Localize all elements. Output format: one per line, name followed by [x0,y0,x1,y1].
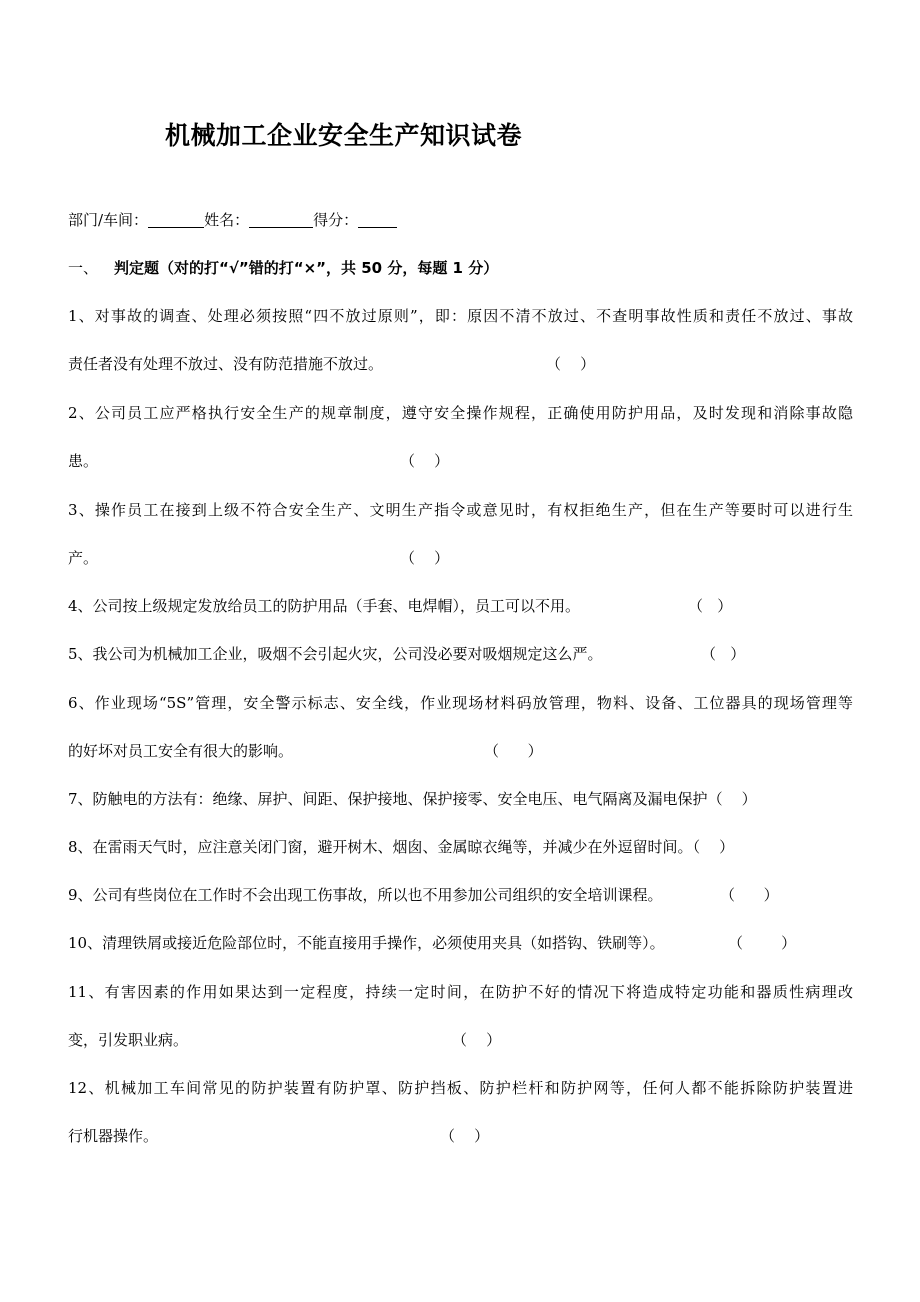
section-heading [68,254,498,282]
answer-parentheses[interactable]: （ ） [400,549,450,567]
question-12 [68,1074,853,1150]
score-label: 得分： [313,211,359,229]
answer-parentheses[interactable]: （ ） [701,645,746,663]
score-blank[interactable] [358,211,397,228]
question-text: 11、有害因素的作用如果达到一定程度，持续一定时间，在防护不好的情况下将造成特定功能和器质性病理改 [68,983,853,1001]
question-6 [68,689,853,765]
question-8 [68,833,853,861]
section-number: 一、 [68,259,99,277]
question-text-continued: 的好坏对员工安全有很大的影响。 （ ） [68,737,853,765]
answer-parentheses[interactable]: （ ） [440,1127,490,1145]
question-text-continued: 行机器操作。 （ ） [68,1122,853,1150]
question-text: 4、公司按上级规定发放给员工的防护用品（手套、电焊帽），员工可以不用。 （ ） [68,592,853,620]
answer-parentheses[interactable]: （ ） [546,355,596,373]
answer-parentheses[interactable]: （ ） [688,597,733,615]
question-text: 7、防触电的方法有：绝缘、屏护、间距、保护接地、保护接零、安全电压、电气隔离及漏电保护（ ） [68,790,757,808]
question-text: 3、操作员工在接到上级不符合安全生产、文明生产指令或意见时，有权拒绝生产，但在生产等要时可以进行生 [68,501,853,519]
answer-parentheses[interactable]: （ ） [728,934,797,952]
question-text-continued: 责任者没有处理不放过、没有防范措施不放过。 （ ） [68,350,853,378]
question-text: 10、清理铁屑或接近危险部位时，不能直接用手操作，必须使用夹具（如搭钩、铁刷等）。 （ ） [68,929,853,957]
question-text-continued: 患。 （ ） [68,447,853,475]
question-text: 5、我公司为机械加工企业，吸烟不会引起火灾，公司没必要对吸烟规定这么严。 （ ） [68,640,853,668]
answer-parentheses[interactable]: （ ） [452,1031,502,1049]
exam-header-fields [68,206,397,234]
name-label: 姓名： [204,211,250,229]
question-text: 12、机械加工车间常见的防护装置有防护罩、防护挡板、防护栏杆和防护网等，任何人都不能拆除防护装置进 [68,1079,853,1097]
question-11 [68,978,853,1054]
question-text: 6、作业现场“5S”管理，安全警示标志、安全线，作业现场材料码放管理，物料、设备、工位器具的现场管理等 [68,694,853,712]
question-text: 9、公司有些岗位在工作时不会出现工伤事故，所以也不用参加公司组织的安全培训课程。 （ ） [68,881,853,909]
name-blank[interactable] [249,211,313,228]
question-5 [68,640,853,668]
question-text: 2、公司员工应严格执行安全生产的规章制度，遵守安全操作规程，正确使用防护用品，及时发现和消除事故隐 [68,404,853,422]
section-title: 判定题（对的打“√”错的打“×”，共 50 分，每题 1 分） [114,259,499,277]
answer-parentheses[interactable]: （ ） [484,742,543,760]
page-title: 机械加工企业安全生产知识试卷 [165,121,523,150]
answer-parentheses[interactable]: （ ） [400,452,450,470]
question-1 [68,302,853,378]
department-blank[interactable] [148,211,204,228]
question-7 [68,785,853,813]
question-3 [68,496,853,572]
question-10 [68,929,853,957]
question-text-continued: 产。 （ ） [68,544,853,572]
question-text: 8、在雷雨天气时，应注意关闭门窗，避开树木、烟囱、金属晾衣绳等，并减少在外逗留时间。（ ） [68,838,735,856]
question-9 [68,881,853,909]
question-4 [68,592,853,620]
answer-parentheses[interactable]: （ ） [720,886,779,904]
answer-parentheses[interactable]: （ ） [692,838,735,856]
department-label: 部门/车间： [68,211,149,229]
question-2 [68,399,853,475]
answer-parentheses[interactable]: （ ） [707,790,757,808]
question-text: 1、对事故的调查、处理必须按照“四不放过原则”，即：原因不清不放过、不查明事故性质和责任不放过、事故 [68,307,853,325]
question-text-continued: 变，引发职业病。 （ ） [68,1026,853,1054]
